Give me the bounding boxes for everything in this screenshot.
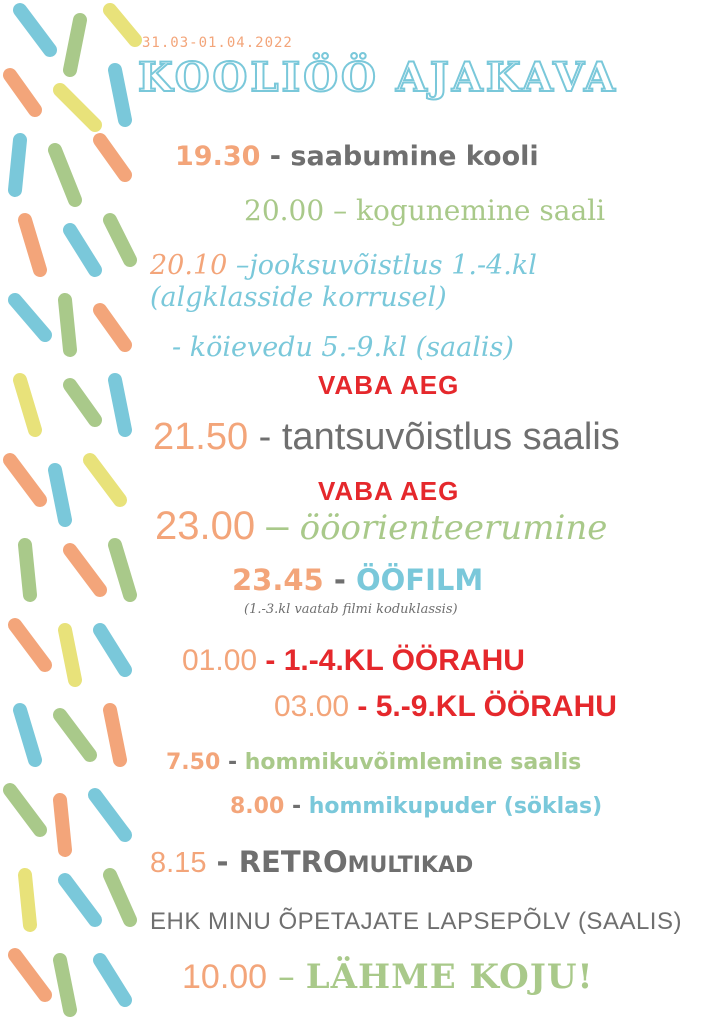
schedule-item-0815-line2: EHK MINU ÕPETAJATE LAPSEPÕLV (SAALIS) <box>150 908 682 935</box>
schedule-item-1000: 10.00 – LÄHME KOJU! <box>182 957 594 997</box>
time: 21.50 <box>153 416 249 458</box>
time: 8.00 <box>230 794 285 819</box>
time: 23.00 <box>155 504 256 548</box>
time: 8.15 <box>150 847 207 879</box>
schedule-item-2010: 20.10 –jooksuvõistlus 1.-4.kl <box>150 250 537 281</box>
activity: MULTIKAD <box>347 853 474 878</box>
schedule-item-0815: 8.15 - RETROMULTIKAD <box>150 845 474 879</box>
activity: kogunemine saali <box>355 194 606 227</box>
schedule-item-0300: 03.00 - 5.-9.KL ÖÖRAHU <box>274 690 617 723</box>
schedule-item-2300: 23.00 – ööorienteerumine <box>155 504 608 548</box>
schedule-item-2010-location: (algklasside korrusel) <box>150 282 447 313</box>
event-date: 31.03-01.04.2022 <box>142 35 293 51</box>
time: 20.00 <box>244 194 325 227</box>
activity: 5.-9.KL ÖÖRAHU <box>375 690 617 723</box>
schedule-item-0100: 01.00 - 1.-4.KL ÖÖRAHU <box>182 644 525 677</box>
time: 03.00 <box>274 690 350 723</box>
activity: hommikuvõimlemine saalis <box>244 750 582 775</box>
activity: ööorienteerumine <box>299 508 608 548</box>
activity: ÖÖFILM <box>355 563 484 597</box>
time: 19.30 <box>175 141 261 172</box>
time: 20.10 <box>150 250 228 281</box>
schedule-item-2345: 23.45 - ÖÖFILM <box>232 563 484 597</box>
decorative-brush-strokes <box>0 0 150 1024</box>
time: 01.00 <box>182 644 258 677</box>
schedule-item-0800: 8.00 - hommikupuder (söklas) <box>230 794 603 819</box>
free-time-label-2: VABA AEG <box>318 476 460 506</box>
activity: 1.-4.KL ÖÖRAHU <box>283 644 525 677</box>
time: 10.00 <box>182 958 268 996</box>
schedule-item-2000: 20.00 – kogunemine saali <box>244 194 606 227</box>
activity: saabumine kooli <box>290 141 539 172</box>
free-time-label-1: VABA AEG <box>318 370 460 400</box>
schedule-item-tug-of-war: - köievedu 5.-9.kl (saalis) <box>172 332 514 363</box>
schedule-item-1930: 19.30 - saabumine kooli <box>175 141 539 172</box>
activity: hommikupuder (söklas) <box>308 794 603 819</box>
page-title: KOOLIÖÖ AJAKAVA <box>138 54 619 101</box>
schedule-item-0750: 7.50 - hommikuvõimlemine saalis <box>166 750 582 775</box>
activity-emphasis: RETRO <box>238 845 348 879</box>
time: 23.45 <box>232 563 324 597</box>
schedule-item-2345-note: (1.-3.kl vaatab filmi koduklassis) <box>244 602 458 617</box>
schedule-item-2150: 21.50 - tantsuvõistlus saalis <box>153 416 620 458</box>
activity: LÄHME KOJU! <box>305 957 594 997</box>
activity: tantsuvõistlus saalis <box>281 416 620 458</box>
activity: jooksuvõistlus 1.-4.kl <box>249 250 537 281</box>
time: 7.50 <box>166 750 221 775</box>
